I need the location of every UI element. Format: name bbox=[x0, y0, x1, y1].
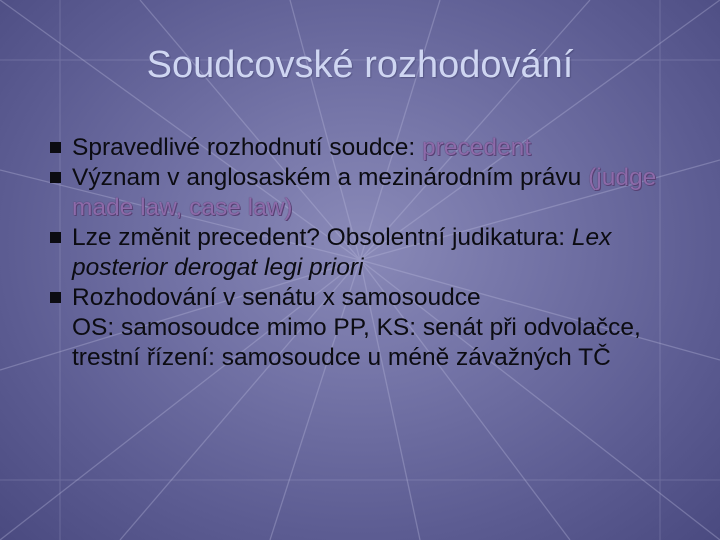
square-bullet-icon bbox=[50, 172, 61, 183]
bullet-item bbox=[48, 283, 688, 313]
slide-title: Soudcovské rozhodování bbox=[146, 44, 574, 86]
bullet-text: Spravedlivé rozhodnutí soudce: bbox=[72, 134, 423, 161]
italic-phrase: Lex posterior derogat legi priori bbox=[72, 224, 612, 281]
square-bullet-icon bbox=[50, 232, 61, 243]
bullet-list bbox=[48, 133, 688, 373]
bullet-item bbox=[48, 163, 688, 223]
highlighted-term: precedent bbox=[422, 134, 532, 161]
bullet-item bbox=[48, 223, 688, 283]
bullet-text: Rozhodování v senátu x samosoudce bbox=[72, 284, 481, 311]
bullet-text: Význam v anglosaském a mezinárodním právu bbox=[72, 164, 589, 191]
highlighted-term: (judge made law, case law) bbox=[72, 164, 657, 221]
bullet-text: Lze změnit precedent? Obsolentní judikatura: bbox=[72, 224, 572, 251]
square-bullet-icon bbox=[50, 292, 61, 303]
square-bullet-icon bbox=[50, 142, 61, 153]
continuation-paragraph: OS: samosoudce mimo PP, KS: senát při odvolačce, trestní řízení: samosoudce u méně závažných TČ bbox=[72, 314, 641, 371]
bullet-item bbox=[48, 133, 688, 163]
